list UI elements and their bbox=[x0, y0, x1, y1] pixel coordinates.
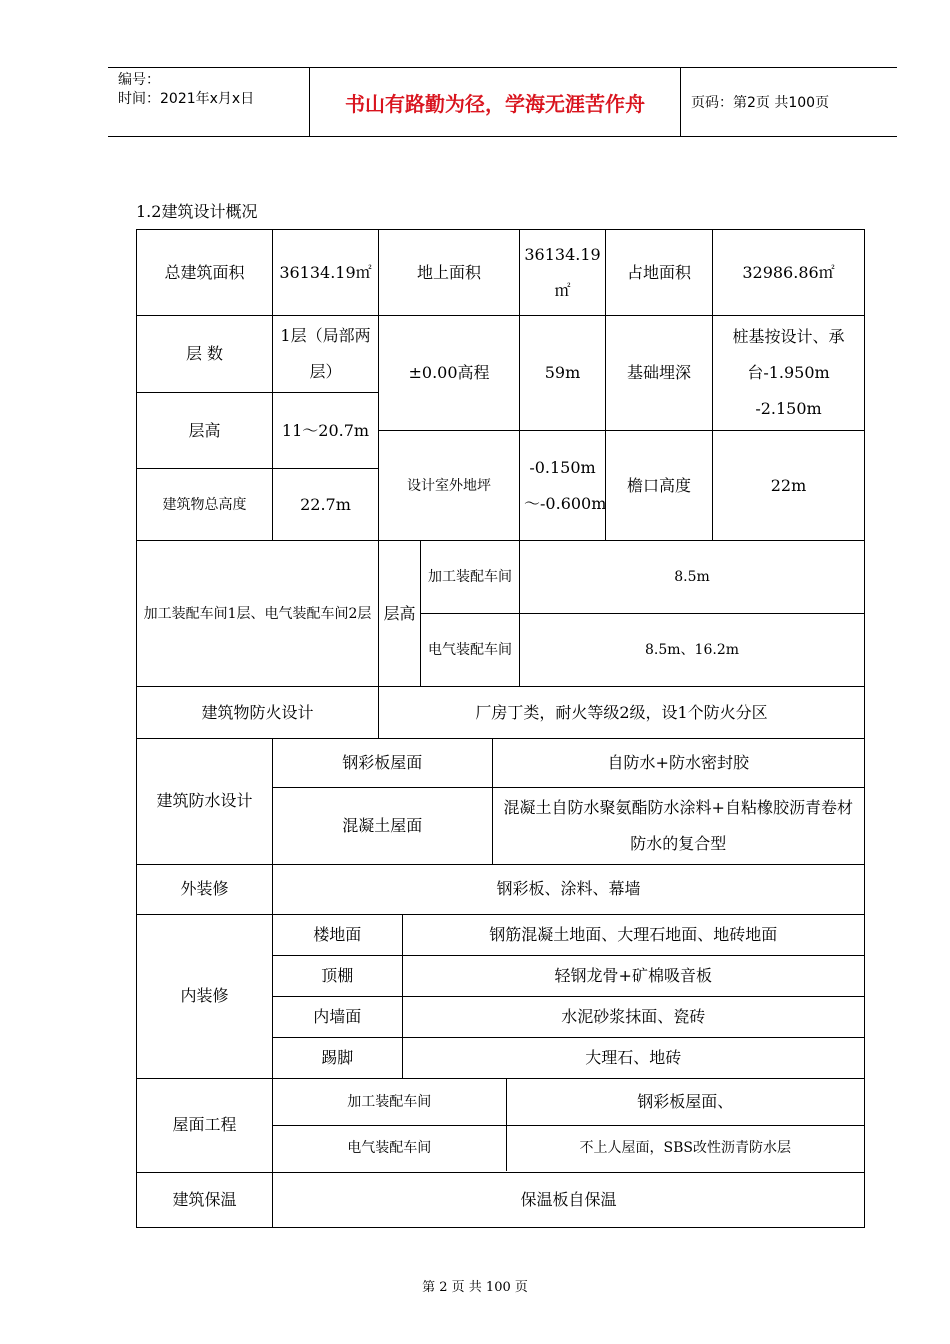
interior-floor-label: 楼地面 bbox=[273, 915, 402, 956]
cell-foundation-depth-value: 桩基按设计、承台-1.950m -2.150m bbox=[713, 316, 865, 431]
interior-ceiling-value: 轻钢龙骨+矿棉吸音板 bbox=[402, 955, 864, 996]
cell-electrical-workshop-value: 8.5m、16.2m bbox=[520, 614, 865, 687]
cell-workshop-floors-label: 加工装配车间1层、电气装配车间2层 bbox=[137, 541, 379, 687]
cell-insulation-label: 建筑保温 bbox=[137, 1172, 273, 1227]
cell-electrical-workshop-label: 电气装配车间 bbox=[421, 614, 520, 687]
cell-processing-workshop-label: 加工装配车间 bbox=[421, 541, 520, 614]
roofing-processing-label: 加工装配车间 bbox=[273, 1079, 506, 1125]
interior-floor-value: 钢筋混凝土地面、大理石地面、地砖地面 bbox=[402, 915, 864, 956]
cell-processing-workshop-value: 8.5m bbox=[520, 541, 865, 614]
cell-floors-label: 层 数 bbox=[137, 316, 273, 393]
waterproof-steel-roof-value: 自防水+防水密封胶 bbox=[492, 739, 864, 787]
cell-roofing-label: 屋面工程 bbox=[137, 1078, 273, 1172]
number-label: 编号： bbox=[118, 72, 160, 88]
interior-skirting-label: 踢脚 bbox=[273, 1037, 402, 1078]
cell-floor-height-value: 11～20.7m bbox=[273, 393, 379, 469]
cell-elevation-label: ±0.00高程 bbox=[379, 316, 520, 431]
cell-total-area-label: 总建筑面积 bbox=[137, 230, 273, 316]
cell-insulation-value: 保温板自保温 bbox=[273, 1172, 865, 1227]
page-header bbox=[108, 67, 897, 137]
roofing-processing-value: 钢彩板屋面、 bbox=[506, 1079, 864, 1125]
cell-above-ground-label: 地上面积 bbox=[379, 230, 520, 316]
cell-above-ground-value: 36134.19㎡ bbox=[520, 230, 606, 316]
waterproof-steel-roof-label: 钢彩板屋面 bbox=[273, 739, 492, 787]
cell-foundation-depth-label: 基础埋深 bbox=[606, 316, 713, 431]
interior-wall-value: 水泥砂浆抹面、瓷砖 bbox=[402, 996, 864, 1037]
cell-interior-finish-label: 内装修 bbox=[137, 914, 273, 1078]
cell-eave-height-value: 22m bbox=[713, 431, 865, 541]
cell-exterior-finish-value: 钢彩板、涂料、幕墙 bbox=[273, 864, 865, 914]
cell-waterproof-label: 建筑防水设计 bbox=[137, 739, 273, 865]
roofing-electrical-label: 电气装配车间 bbox=[273, 1125, 506, 1171]
page-footer: 第 2 页 共 100 页 bbox=[422, 1280, 528, 1295]
building-design-table bbox=[136, 229, 865, 1228]
cell-fire-design-value: 厂房丁类，耐火等级2级，设1个防火分区 bbox=[379, 687, 865, 739]
roofing-electrical-value: 不上人屋面，SBS改性沥青防水层 bbox=[506, 1125, 864, 1171]
cell-outdoor-ground-value: -0.150m～-0.600m bbox=[520, 431, 606, 541]
cell-total-height-value: 22.7m bbox=[273, 469, 379, 541]
waterproof-concrete-roof-label: 混凝土屋面 bbox=[273, 787, 492, 864]
cell-total-area-value: 36134.19㎡ bbox=[273, 230, 379, 316]
interior-skirting-value: 大理石、地砖 bbox=[402, 1037, 864, 1078]
cell-total-height-label: 建筑物总高度 bbox=[137, 469, 273, 541]
time-label: 时间：2021年x月x日 bbox=[118, 91, 255, 107]
roofing-subtable bbox=[273, 1079, 864, 1171]
header-motto: 书山有路勤为径，学海无涯苦作舟 bbox=[309, 68, 681, 136]
interior-subtable bbox=[273, 915, 864, 1078]
header-meta bbox=[108, 68, 309, 136]
cell-site-area-value: 32986.86㎡ bbox=[713, 230, 865, 316]
cell-floors-value: 1层（局部两层） bbox=[273, 316, 379, 393]
interior-ceiling-label: 顶棚 bbox=[273, 955, 402, 996]
header-page-label: 页码：第2页 共100页 bbox=[691, 95, 830, 111]
cell-site-area-label: 占地面积 bbox=[606, 230, 713, 316]
cell-eave-height-label: 檐口高度 bbox=[606, 431, 713, 541]
cell-outdoor-ground-label: 设计室外地坪 bbox=[379, 431, 520, 541]
cell-elevation-value: 59m bbox=[520, 316, 606, 431]
cell-fire-design-label: 建筑物防火设计 bbox=[137, 687, 379, 739]
cell-floor-height-label: 层高 bbox=[137, 393, 273, 469]
cell-exterior-finish-label: 外装修 bbox=[137, 864, 273, 914]
interior-wall-label: 内墙面 bbox=[273, 996, 402, 1037]
section-title: 1.2建筑设计概况 bbox=[136, 202, 258, 221]
waterproof-subtable bbox=[273, 739, 864, 864]
cell-workshop-height-label: 层高 bbox=[379, 541, 421, 687]
waterproof-concrete-roof-value: 混凝土自防水聚氨酯防水涂料+自粘橡胶沥青卷材防水的复合型 bbox=[492, 787, 864, 864]
